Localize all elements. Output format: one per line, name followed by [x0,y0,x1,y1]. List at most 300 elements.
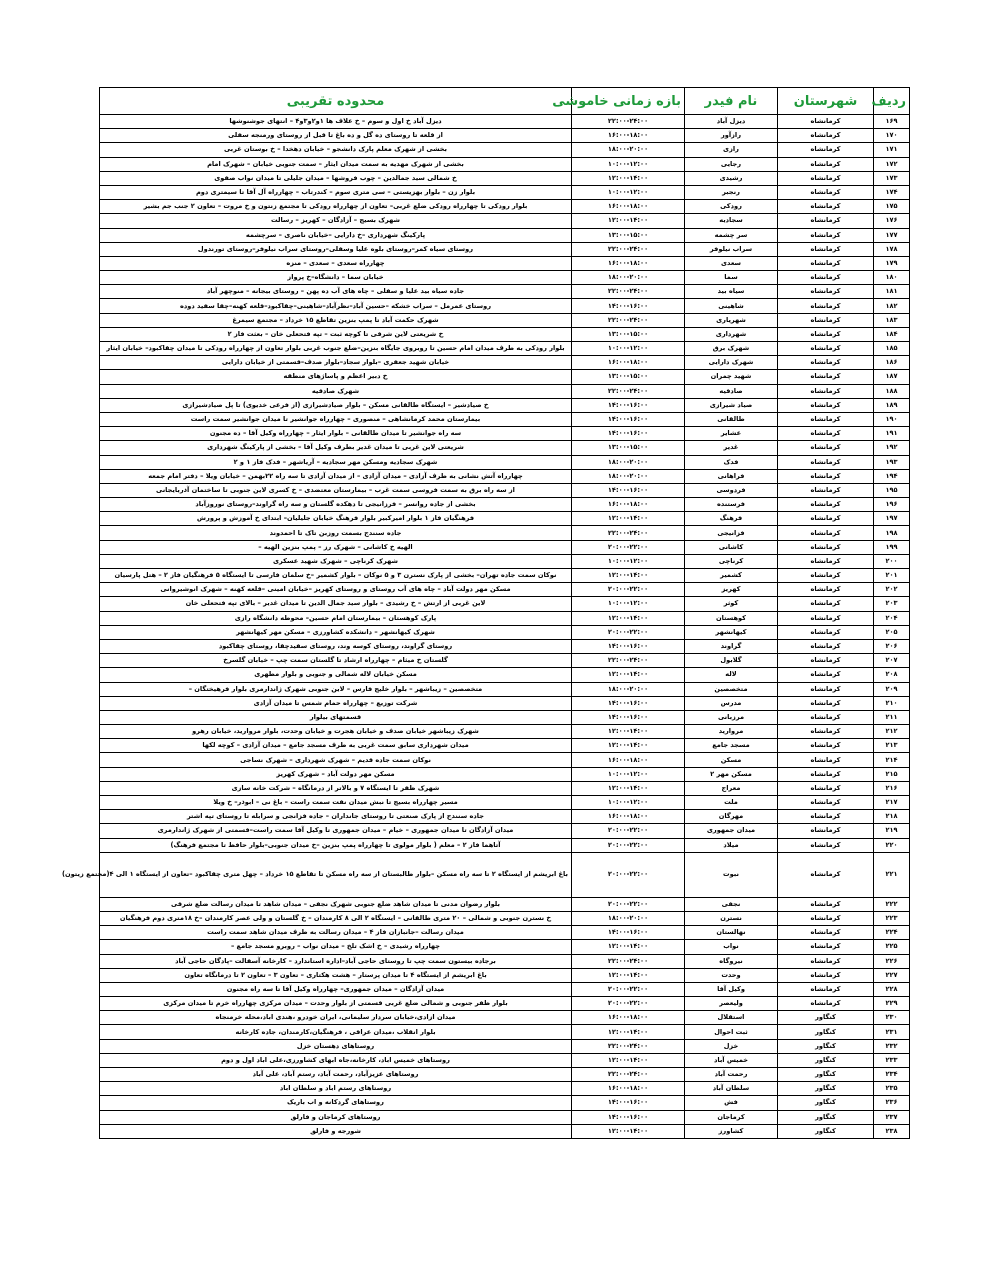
feeder-name-cell: نجفی [685,897,778,911]
table-row [100,838,910,852]
row-number-cell: ۱۷۴ [874,185,910,199]
feeder-name-cell: شهریاری [685,313,778,327]
table-row [100,115,910,129]
city-cell: کرمانشاه [778,696,874,710]
outage-time-cell: ۲۲:۰۰-۲۴:۰۰ [572,313,685,327]
feeder-name-cell: رشیدی [685,171,778,185]
outage-time-cell: ۱۲:۰۰-۱۴:۰۰ [572,171,685,185]
row-number-cell: ۱۹۳ [874,455,910,469]
city-cell: کرمانشاه [778,824,874,838]
table-row [100,185,910,199]
city-cell: کرمانشاه [778,810,874,824]
row-number-cell: ۲۲۱ [874,852,910,897]
feeder-name-cell: صیاد شیرازی [685,398,778,412]
city-cell: کرمانشاه [778,512,874,526]
area-cell: بخشی از شهرک معلم پارک دانشجو – خیابان دهخدا – خ بوستان غربی [100,143,572,157]
city-cell: کرمانشاه [778,384,874,398]
area-cell: خ شریعتی لاین شرقی تا کوچه ثبت – تپه فتحعلی خان – بعثت فاز ۲ [100,327,572,341]
outage-time-cell: ۱۴:۰۰-۱۶:۰۰ [572,1096,685,1110]
outage-time-cell: ۲۲:۰۰-۲۴:۰۰ [572,1039,685,1053]
area-cell: شورجه و فارلق [100,1124,572,1138]
table-row [100,384,910,398]
table-row [100,299,910,313]
feeder-name-cell: فرهنگ [685,512,778,526]
area-cell: میدان ازادی،خیابان سردار سلیمانی، ایران خودرو ،هندی اباد،محله خرمنجاه [100,1011,572,1025]
table-row [100,739,910,753]
feeder-name-cell: متخصصین [685,682,778,696]
feeder-name-cell: شهرداری [685,327,778,341]
area-cell: بلوار انقلاب ،میدان عراقی ، فرهنگیان،کارمندان، جاده کارخانه [100,1025,572,1039]
area-cell: از قلعه تا روستای ده گل و ده باغ تا قبل از روستای ورمنجه سفلی [100,129,572,143]
row-number-cell: ۱۷۳ [874,171,910,185]
outage-time-cell: ۱۲:۰۰-۱۴:۰۰ [572,1025,685,1039]
area-cell: بخشی از شهرک مهدیه به سمت میدان ایثار – سمت جنوبی خیابان – شهرک امام [100,157,572,171]
table-row [100,157,910,171]
area-cell: متخصصین – زیباشهر – بلوار خلیج فارس – لاین جنوبی شهرک ژاندارمری بلوار فرهیختگان – [100,682,572,696]
area-cell: فرهنگیان فاز ۱ بلوار امیرکبیر بلوار فرهنگ خیابان جلیلیان– ابتدای خ آموزش و پرورش [100,512,572,526]
row-number-cell: ۱۸۲ [874,299,910,313]
area-cell: برجاده بیستون سمت چپ تا روستای حاجی آباد–اداره استاندارد – کارخانه آسفالت –پادگان حاجی آباد [100,954,572,968]
feeder-name-cell: شهید چمران [685,370,778,384]
row-number-cell: ۱۹۴ [874,469,910,483]
table-row [100,342,910,356]
city-cell: کرمانشاه [778,256,874,270]
city-cell: کرمانشاه [778,271,874,285]
feeder-name-cell: نهالستان [685,926,778,940]
area-cell: بلوار رودکی تا چهارراه رودکی ضلع غربی– تعاون از چهارراه رودکی تا مجتمع زنتون و خ مروت – تعاون ۲ جنب جم بشیر [100,200,572,214]
outage-time-cell: ۲۰:۰۰-۲۲:۰۰ [572,997,685,1011]
outage-time-cell: ۱۲:۰۰-۱۴:۰۰ [572,725,685,739]
outage-time-cell: ۲۲:۰۰-۲۴:۰۰ [572,115,685,129]
row-number-cell: ۲۰۶ [874,639,910,653]
feeder-name-cell: فرستنده [685,498,778,512]
feeder-name-cell: نیروگاه [685,954,778,968]
outage-time-cell: ۲۲:۰۰-۲۴:۰۰ [572,654,685,668]
city-cell: کنگاور [778,1124,874,1138]
city-cell: کرمانشاه [778,597,874,611]
feeder-name-cell: مسجد جامع [685,739,778,753]
outage-time-cell: ۱۲:۰۰-۱۴:۰۰ [572,968,685,982]
area-cell: شهرک ظفر تا ایستگاه ۷ و بالاتر از درمانگاه – شرکت خانه سازی [100,781,572,795]
area-cell: روستاهای دهستان خزل [100,1039,572,1053]
area-cell: روستاهای کرماجان و فارلق [100,1110,572,1124]
row-number-cell: ۱۷۱ [874,143,910,157]
row-number-cell: ۲۱۳ [874,739,910,753]
table-row [100,540,910,554]
feeder-name-cell: گلابول [685,654,778,668]
table-row [100,171,910,185]
city-cell: کرمانشاه [778,911,874,925]
outage-time-cell: ۲۲:۰۰-۲۴:۰۰ [572,242,685,256]
row-number-cell: ۲۱۲ [874,725,910,739]
row-number-cell: ۲۲۲ [874,897,910,911]
area-cell: باغ ابریشم از ایستگاه ۴ تا میدان پرستار – هشت هکتاری – تعاون ۳ – تعاون ۲ تا درمانگاه تعاون [100,968,572,982]
outage-time-cell: ۱۴:۰۰-۱۶:۰۰ [572,926,685,940]
table-row [100,483,910,497]
outage-time-cell: ۲۲:۰۰-۲۴:۰۰ [572,1068,685,1082]
area-cell: جاده سنندج از پارک صنعتی تا روستای جانداران – جاده فزانجی و سرابله تا روستای تپه اشتر [100,810,572,824]
city-cell: کرمانشاه [778,483,874,497]
city-cell: کرمانشاه [778,129,874,143]
area-cell: بلوار ظفر جنوبی و شمالی ضلع غربی قسمتی از بلوار وحدت – میدان مرکزی چهارراه خرم تا میدان مرکزی [100,997,572,1011]
feeder-name-cell: کشمیر [685,569,778,583]
area-cell: نوکان سمت جاده قدیم – شهرک شهرداری – شهرک نساجی [100,753,572,767]
table-row [100,427,910,441]
row-number-cell: ۲۳۷ [874,1110,910,1124]
table-row [100,1068,910,1082]
outage-time-cell: ۱۴:۰۰-۱۶:۰۰ [572,299,685,313]
table-row [100,498,910,512]
city-cell: کرمانشاه [778,412,874,426]
area-cell: مسکن مهر دولت آباد – چاه های آب روستای و روستای کهریز –خیابان امینی –قلعه کهنه – شهرک انوشیروانی [100,583,572,597]
city-cell: کرمانشاه [778,398,874,412]
area-cell: میدان رسالت –جانبازان فاز ۴ – میدان رسالت به طرف میدان شاهد سمت راست [100,926,572,940]
feeder-name-cell: معراج [685,781,778,795]
area-cell: روستای گراوند، روستای کوسه وند، روستای سفیدچقا، روستای چقاکبود [100,639,572,653]
feeder-name-cell: شهرک دارایی [685,356,778,370]
outage-time-cell: ۲۰:۰۰-۲۲:۰۰ [572,540,685,554]
table-row [100,441,910,455]
table-row [100,285,910,299]
feeder-name-cell: مرزبانی [685,710,778,724]
area-cell: جاده سنندج بسمت روزبن تاک تا احمدوند [100,526,572,540]
city-cell: کنگاور [778,1053,874,1067]
feeder-name-cell: سجادیه [685,214,778,228]
row-number-cell: ۲۳۶ [874,1096,910,1110]
area-cell: مسکن خیابان لاله شمالی و جنوبی و بلوار مطهری [100,668,572,682]
row-number-cell: ۱۷۸ [874,242,910,256]
feeder-name-cell: کوهستان [685,611,778,625]
area-cell: خ نسترن جنوبی و شمالی – ۲۰ متری طالقانی – ایستگاه ۲ الی ۸ کارمندان – خ گلستان و ولی عصر کارمندان –خ ۱۸متری دوم فرهنگیان [100,911,572,925]
city-cell: کرمانشاه [778,228,874,242]
feeder-name-cell: سعدی [685,256,778,270]
city-cell: کنگاور [778,1025,874,1039]
area-cell: بلوار زن – بلوار بهزیستی – سی متری سوم – کندرتاب – چهارراه آل آقا تا سیمتری دوم [100,185,572,199]
feeder-name-cell: نسترن [685,911,778,925]
feeder-name-cell: کوثر [685,597,778,611]
outage-time-cell: ۱۴:۰۰-۱۶:۰۰ [572,1110,685,1124]
feeder-name-cell: رودکی [685,200,778,214]
area-cell: بخشی از جاده روانسر – فرزانیجی تا دهکده گلستان و سه راه گراوند–روستای نوروزآباد [100,498,572,512]
outage-time-cell: ۱۰:۰۰-۱۲:۰۰ [572,157,685,171]
table-row [100,940,910,954]
outage-time-cell: ۱۶:۰۰-۱۸:۰۰ [572,1082,685,1096]
row-number-cell: ۱۸۶ [874,356,910,370]
table-row [100,1053,910,1067]
row-number-cell: ۱۷۶ [874,214,910,228]
feeder-name-cell: مدرس [685,696,778,710]
table-row [100,1110,910,1124]
city-cell: کرمانشاه [778,852,874,897]
city-cell: کرمانشاه [778,498,874,512]
feeder-name-cell: دیزل آباد [685,115,778,129]
city-cell: کرمانشاه [778,897,874,911]
row-number-cell: ۲۳۴ [874,1068,910,1082]
table-row [100,725,910,739]
feeder-name-cell: فراهانی [685,469,778,483]
area-cell: میدان شهرداری سابق سمت غربی به طرف مسجد جامع – میدان آزادی – کوچه لکها [100,739,572,753]
area-cell: گلستان خ میثام – چهارراه ارشاد تا گلستان سمت چپ – خیابان گلسرخ [100,654,572,668]
city-cell: کنگاور [778,1096,874,1110]
table-row [100,129,910,143]
outage-time-cell: ۱۰:۰۰-۱۲:۰۰ [572,767,685,781]
table-row [100,767,910,781]
outage-time-cell: ۱۶:۰۰-۱۸:۰۰ [572,753,685,767]
feeder-name-cell: کشاورز [685,1124,778,1138]
row-number-cell: ۱۸۰ [874,271,910,285]
table-row [100,370,910,384]
city-cell: کرمانشاه [778,997,874,1011]
table-row [100,412,910,426]
row-number-cell: ۲۲۹ [874,997,910,1011]
row-number-cell: ۱۷۹ [874,256,910,270]
outage-time-cell: ۱۴:۰۰-۱۶:۰۰ [572,412,685,426]
city-cell: کرمانشاه [778,143,874,157]
city-cell: کرمانشاه [778,639,874,653]
row-number-cell: ۱۸۱ [874,285,910,299]
outage-time-cell: ۱۲:۰۰-۱۴:۰۰ [572,781,685,795]
feeder-name-cell: کاشانی [685,540,778,554]
row-number-cell: ۱۹۱ [874,427,910,441]
outage-time-cell: ۲۰:۰۰-۲۲:۰۰ [572,583,685,597]
area-cell: خیابان شهید جعفری –بلوار سجاد–بلوار صدف–قسمتی از خیابان دارایی [100,356,572,370]
row-number-cell: ۱۶۹ [874,115,910,129]
area-cell: شهرک صادقیه [100,384,572,398]
feeder-name-cell: لاله [685,668,778,682]
feeder-name-cell: غدیر [685,441,778,455]
city-cell: کرمانشاه [778,725,874,739]
area-cell: قسمتهای بیلوار [100,710,572,724]
row-number-cell: ۲۱۰ [874,696,910,710]
area-cell: خ شمالی سید جمالدین – چوب فروشها – میدان جلیلی تا میدان نواب صفوی [100,171,572,185]
row-number-cell: ۲۳۸ [874,1124,910,1138]
row-number-cell: ۲۰۳ [874,597,910,611]
outage-time-cell: ۱۲:۰۰-۱۴:۰۰ [572,739,685,753]
header-row-number: ردیف [874,88,910,115]
city-cell: کنگاور [778,1110,874,1124]
table-row [100,327,910,341]
city-cell: کرمانشاه [778,796,874,810]
outage-time-cell: ۱۲:۰۰-۱۴:۰۰ [572,1053,685,1067]
row-number-cell: ۲۳۵ [874,1082,910,1096]
city-cell: کرمانشاه [778,185,874,199]
table-row [100,526,910,540]
table-row [100,926,910,940]
area-cell: روستاهای عزیزآباد، رحمت آباد، رستم آباد، علی آباد [100,1068,572,1082]
area-cell: باغ ابریشم از ایستگاه ۲ تا سه راه مسکن –بلوار طالبستان از سه راه مسکن تا تقاطع ۱۵ خرداد – چهل متری چقاکبود –تعاون از ایستگاه ۱ الی ۴(مجتمع زیتون) [100,852,572,897]
table-row [100,954,910,968]
feeder-name-cell: رازی [685,143,778,157]
table-row [100,356,910,370]
city-cell: کنگاور [778,1082,874,1096]
feeder-name-cell: مهرگان [685,810,778,824]
city-cell: کرمانشاه [778,767,874,781]
city-cell: کرمانشاه [778,954,874,968]
city-cell: کرمانشاه [778,753,874,767]
area-cell: پارک کوهستان – بیمارستان امام حسین– محوطه دانشگاه رازی [100,611,572,625]
area-cell: روستاهای رستم اباد و سلطان اباد [100,1082,572,1096]
outage-time-cell: ۱۶:۰۰-۱۸:۰۰ [572,256,685,270]
city-cell: کرمانشاه [778,611,874,625]
feeder-name-cell: میلاد [685,838,778,852]
row-number-cell: ۱۹۶ [874,498,910,512]
area-cell: میدان آزادگان – میدان جمهوری– چهارراه وکیل آقا تا سه راه مجنون [100,982,572,996]
row-number-cell: ۲۱۹ [874,824,910,838]
table-row [100,997,910,1011]
row-number-cell: ۲۰۷ [874,654,910,668]
row-number-cell: ۲۲۳ [874,911,910,925]
feeder-name-cell: کرماجان [685,1110,778,1124]
table-row [100,682,910,696]
outage-time-cell: ۱۳:۰۰-۱۵:۰۰ [572,441,685,455]
row-number-cell: ۲۲۵ [874,940,910,954]
row-number-cell: ۲۲۷ [874,968,910,982]
feeder-name-cell: رحمت آباد [685,1068,778,1082]
table-row [100,911,910,925]
row-number-cell: ۱۷۰ [874,129,910,143]
row-number-cell: ۱۹۵ [874,483,910,497]
table-row [100,214,910,228]
table-row [100,1039,910,1053]
feeder-name-cell: مسکن [685,753,778,767]
feeder-name-cell: مروارید [685,725,778,739]
outage-time-cell: ۱۳:۰۰-۱۵:۰۰ [572,327,685,341]
city-cell: کرمانشاه [778,200,874,214]
outage-time-cell: ۱۶:۰۰-۱۸:۰۰ [572,810,685,824]
outage-time-cell: ۱۰:۰۰-۱۲:۰۰ [572,796,685,810]
row-number-cell: ۱۸۹ [874,398,910,412]
city-cell: کرمانشاه [778,654,874,668]
table-row [100,982,910,996]
outage-time-cell: ۲۰:۰۰-۲۲:۰۰ [572,838,685,852]
area-cell: شهرک کرناچی – شهرک شهید عسکری [100,554,572,568]
table-row [100,710,910,724]
feeder-name-cell: صادقیه [685,384,778,398]
feeder-name-cell: ملت [685,796,778,810]
city-cell: کرمانشاه [778,299,874,313]
outage-time-cell: ۱۸:۰۰-۲۰:۰۰ [572,271,685,285]
feeder-name-cell: عشایر [685,427,778,441]
feeder-name-cell: شهرک برق [685,342,778,356]
outage-time-cell: ۱۴:۰۰-۱۶:۰۰ [572,398,685,412]
table-row [100,668,910,682]
city-cell: کرمانشاه [778,327,874,341]
city-cell: کرمانشاه [778,682,874,696]
feeder-name-cell: رجایی [685,157,778,171]
city-cell: کرمانشاه [778,157,874,171]
feeder-name-cell: رنجبر [685,185,778,199]
city-cell: کرمانشاه [778,356,874,370]
table-row [100,398,910,412]
table-row [100,455,910,469]
outage-time-cell: ۱۳:۰۰-۱۵:۰۰ [572,228,685,242]
outage-time-cell: ۲۰:۰۰-۲۲:۰۰ [572,852,685,897]
row-number-cell: ۲۲۴ [874,926,910,940]
city-cell: کرمانشاه [778,781,874,795]
table-row [100,968,910,982]
row-number-cell: ۱۹۷ [874,512,910,526]
row-number-cell: ۱۸۳ [874,313,910,327]
feeder-name-cell: طالقانی [685,412,778,426]
area-cell: آتاهما فاز ۲ – معلم ( بلوار مولوی تا چهارراه پمپ بنزین –خ میدان جنوبی–بلوار حافظ تا مجتمع فرهنگ) [100,838,572,852]
feeder-name-cell: سر چشمه [685,228,778,242]
outage-schedule-sheet [62,87,909,1139]
row-number-cell: ۱۹۰ [874,412,910,426]
feeder-name-cell: فردوسی [685,483,778,497]
table-body [62,115,910,1139]
row-number-cell: ۲۳۳ [874,1053,910,1067]
outage-time-cell: ۱۲:۰۰-۱۴:۰۰ [572,569,685,583]
table-row [100,1011,910,1025]
table-row [100,256,910,270]
feeder-name-cell: نبوت [685,852,778,897]
city-cell: کرمانشاه [778,214,874,228]
feeder-name-cell: سما [685,271,778,285]
feeder-name-cell: مسکن مهر ۲ [685,767,778,781]
area-cell: چهارراه سعدی – سعدی – منزه [100,256,572,270]
feeder-name-cell: وکیل آقا [685,982,778,996]
table-row [100,271,910,285]
feeder-name-cell: سلطان آباد [685,1082,778,1096]
area-cell: روستاهای گردکانه و اب باریک [100,1096,572,1110]
feeder-name-cell: استقلال [685,1011,778,1025]
row-number-cell: ۲۲۰ [874,838,910,852]
table-row [100,810,910,824]
feeder-name-cell: فدک [685,455,778,469]
city-cell: کرمانشاه [778,342,874,356]
outage-table [62,87,910,1139]
area-cell: شهرک زیباشهر خیابان صدف و خیابان هجرت و خیابان وحدت، بلوار مروارید، خیابان رهرو [100,725,572,739]
city-cell: کرمانشاه [778,710,874,724]
table-row [100,1096,910,1110]
area-cell: خ دبیر اعظم و پاساژهای منطقه [100,370,572,384]
outage-time-cell: ۱۴:۰۰-۱۶:۰۰ [572,639,685,653]
area-cell: الهیه خ کاشانی – شهرک رز – پمپ بنزین الهیه – [100,540,572,554]
table-row [100,554,910,568]
row-number-cell: ۲۰۱ [874,569,910,583]
area-cell: خ صیادشیر – ایستگاه طالقانی مسکن – بلوار صیادشیرازی (از فرعی خدیوی) تا پل صیادشیرازی [100,398,572,412]
outage-time-cell: ۲۰:۰۰-۲۲:۰۰ [572,625,685,639]
area-cell: شریعتی لاین غربی تا میدان غدیر بطرف وکیل آقا – بخشی از پارکینگ شهرداری [100,441,572,455]
city-cell: کرمانشاه [778,838,874,852]
feeder-name-cell: خمیس آباد [685,1053,778,1067]
outage-time-cell: ۲۰:۰۰-۲۲:۰۰ [572,982,685,996]
row-number-cell: ۲۰۲ [874,583,910,597]
city-cell: کرمانشاه [778,540,874,554]
city-cell: کرمانشاه [778,115,874,129]
feeder-name-cell: رازآور [685,129,778,143]
feeder-name-cell: فزانیجی [685,526,778,540]
table-row [100,696,910,710]
row-number-cell: ۲۱۱ [874,710,910,724]
city-cell: کرمانشاه [778,242,874,256]
outage-time-cell: ۱۰:۰۰-۱۲:۰۰ [572,342,685,356]
table-row [100,753,910,767]
outage-time-cell: ۱۴:۰۰-۱۶:۰۰ [572,710,685,724]
table-row [100,597,910,611]
feeder-name-cell: کیهانشهر [685,625,778,639]
city-cell: کرمانشاه [778,526,874,540]
row-number-cell: ۱۷۲ [874,157,910,171]
city-cell: کنگاور [778,1039,874,1053]
outage-time-cell: ۱۸:۰۰-۲۰:۰۰ [572,911,685,925]
area-cell: خیابان سما – دانشگاه–خ پرواز [100,271,572,285]
area-cell: بیمارستان محمد کرمانشاهی – منصوری – چهارراه جوانشیر تا میدان جوانشیر سمت راست [100,412,572,426]
feeder-name-cell: میدان جمهوری [685,824,778,838]
header-outage-time: بازه زمانی خاموشی [572,88,685,115]
city-cell: کرمانشاه [778,469,874,483]
outage-time-cell: ۱۰:۰۰-۱۲:۰۰ [572,597,685,611]
